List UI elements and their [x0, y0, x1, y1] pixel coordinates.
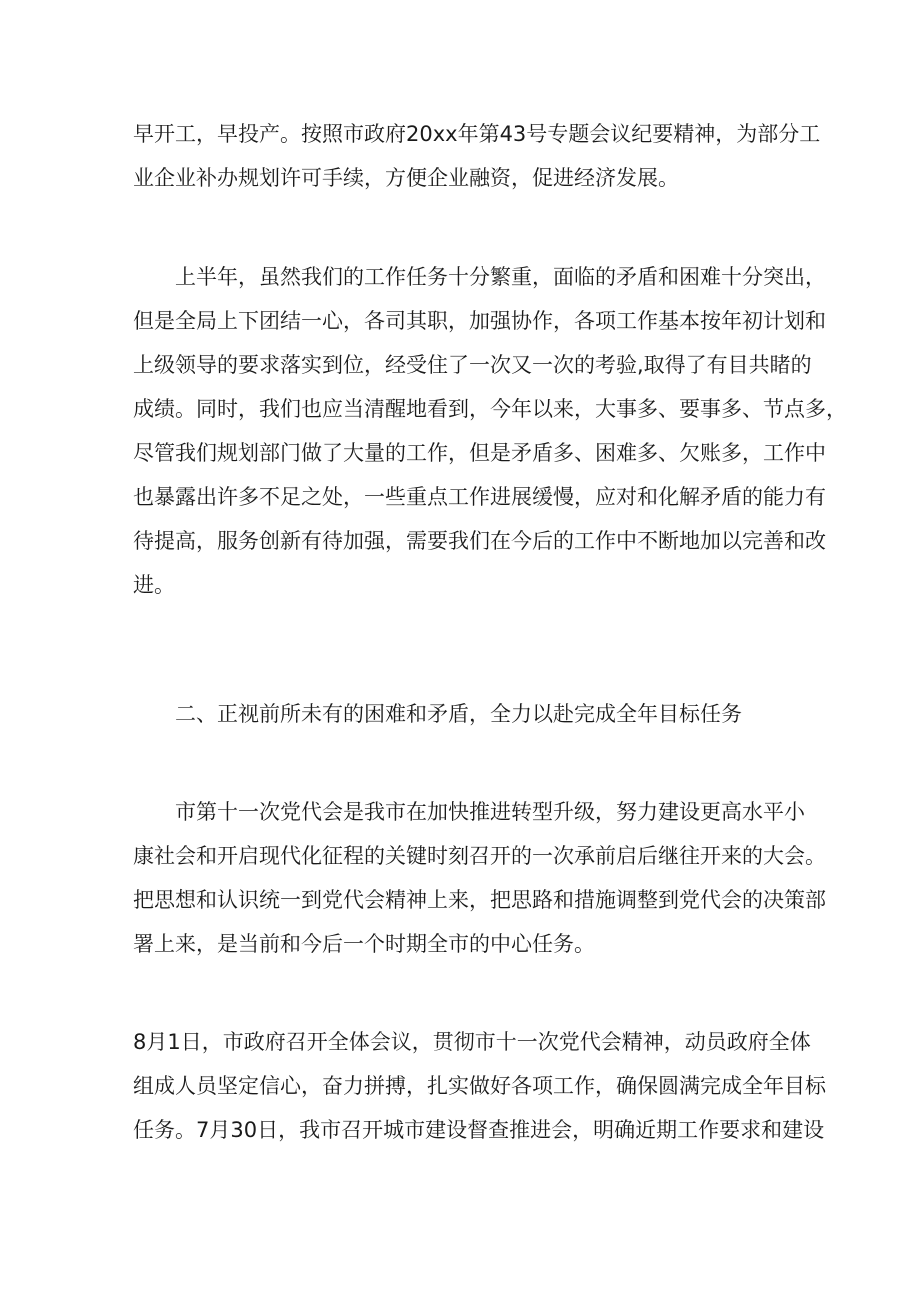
paragraph-4-line-2: 组成人员坚定信心，奋力拼搏，扎实做好各项工作，确保圆满完成全年目标 — [133, 1074, 826, 1098]
section-heading: 二、正视前所未有的困难和矛盾，全力以赴完成全年目标任务 — [175, 702, 742, 726]
paragraph-4-line-1: 8月1日，市政府召开全体会议，贯彻市十一次党代会精神，动员政府全体 — [133, 1030, 811, 1054]
paragraph-4-line-3: 任务。7月30日，我市召开城市建设督查推进会，明确近期工作要求和建设 — [133, 1118, 825, 1142]
paragraph-2-line-1: 上半年，虽然我们的工作任务十分繁重，面临的矛盾和困难十分突出， — [175, 265, 826, 289]
paragraph-3-line-2: 康社会和开启现代化征程的关键时刻召开的一次承前启后继往开来的大会。 — [133, 844, 826, 868]
paragraph-1-line-1: 早开工，早投产。按照市政府20xx年第43号专题会议纪要精神，为部分工 — [133, 122, 821, 146]
paragraph-3-line-3: 把思想和认识统一到党代会精神上来，把思路和措施调整到党代会的决策部 — [133, 888, 826, 912]
paragraph-2-line-8: 进。 — [133, 573, 175, 597]
paragraph-2-line-3: 上级领导的要求落实到位，经受住了一次又一次的考验,取得了有目共睹的 — [133, 353, 812, 377]
paragraph-3-line-1: 市第十一次党代会是我市在加快推进转型升级，努力建设更高水平小 — [175, 800, 805, 824]
paragraph-2-line-7: 待提高，服务创新有待加强，需要我们在今后的工作中不断地加以完善和改 — [133, 529, 826, 553]
paragraph-2-line-6: 也暴露出许多不足之处，一些重点工作进展缓慢，应对和化解矛盾的能力有 — [133, 485, 826, 509]
paragraph-3-line-4: 署上来，是当前和今后一个时期全市的中心任务。 — [133, 932, 595, 956]
paragraph-2-line-4: 成绩。同时，我们也应当清醒地看到，今年以来，大事多、要事多、节点多， — [133, 397, 847, 421]
paragraph-2-line-2: 但是全局上下团结一心，各司其职，加强协作，各项工作基本按年初计划和 — [133, 309, 826, 333]
paragraph-2-line-5: 尽管我们规划部门做了大量的工作，但是矛盾多、困难多、欠账多，工作中 — [133, 441, 826, 465]
paragraph-1-line-2: 业企业补办规划许可手续，方便企业融资，促进经济发展。 — [133, 166, 679, 190]
